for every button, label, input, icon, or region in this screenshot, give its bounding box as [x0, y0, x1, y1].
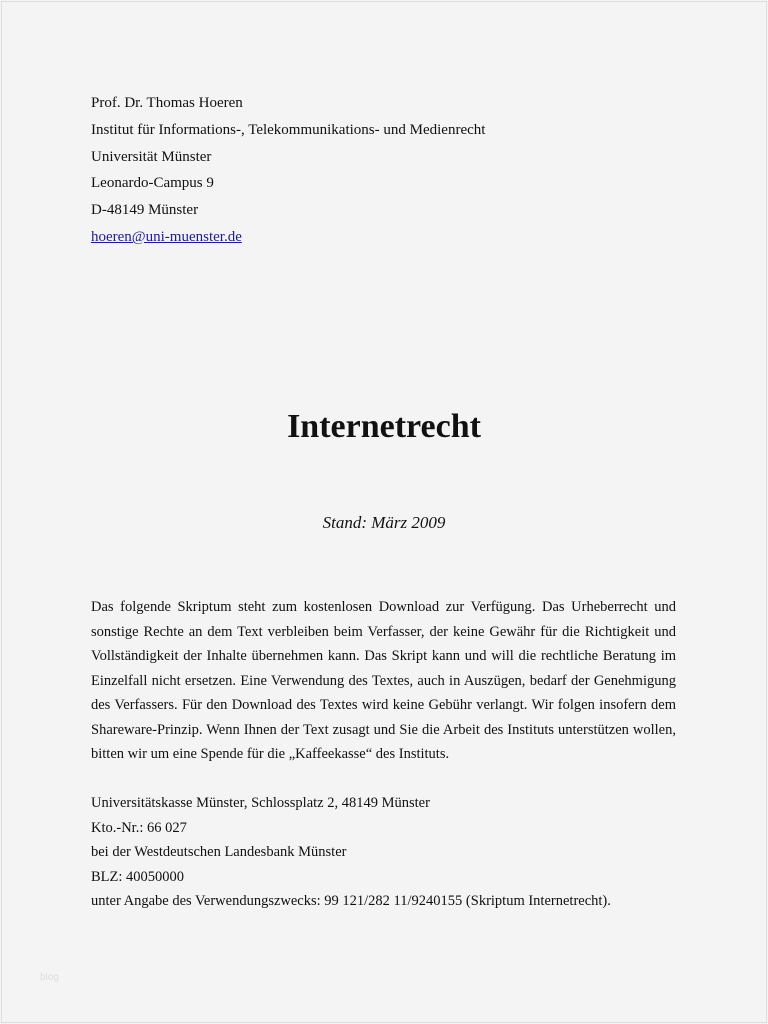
- institute: Institut für Informations-, Telekommunikations- und Medienrecht: [91, 121, 486, 138]
- bank-details: [91, 791, 611, 914]
- bank-line: Universitätskasse Münster, Schlossplatz 2, 48149 Münster: [91, 795, 430, 811]
- email-link[interactable]: hoeren@uni-muenster.de: [91, 228, 242, 245]
- paragraph-line: des Verfassers. Für den Download des Textes wird keine Gebühr verlangt. Wir folgen insofern dem: [91, 697, 676, 713]
- document-title: Internetrecht: [287, 408, 481, 445]
- bank-line: unter Angabe des Verwendungszwecks: 99 121/282 11/9240155 (Skriptum Internetrecht).: [91, 893, 611, 909]
- intro-paragraph: [91, 595, 676, 767]
- bank-line: bei der Westdeutschen Landesbank Münster: [91, 844, 347, 860]
- document-date: Stand: März 2009: [322, 513, 446, 532]
- paragraph-line: Einzelfall nicht ersetzen. Eine Verwendung des Textes, auch in Auszügen, bedarf der Genehmigung: [91, 672, 676, 689]
- author-name: Prof. Dr. Thomas Hoeren: [91, 95, 243, 111]
- university: Universität Münster: [91, 148, 212, 165]
- watermark: blog: [40, 972, 59, 983]
- bank-line: Kto.-Nr.: 66 027: [91, 819, 187, 836]
- bank-line: BLZ: 40050000: [91, 868, 185, 885]
- paragraph-line: Shareware-Prinzip. Wenn Ihnen der Text zusagt und Sie die Arbeit des Instituts unterstützen wollen,: [91, 721, 676, 738]
- street: Leonardo-Campus 9: [91, 175, 214, 192]
- paragraph-line: Das folgende Skriptum steht zum kostenlosen Download zur Verfügung. Das Urheberrecht und: [91, 599, 676, 615]
- city: D-48149 Münster: [91, 202, 199, 219]
- paragraph-line: sonstige Rechte an dem Text verbleiben beim Verfasser, der keine Gewähr für die Richtigkeit und: [91, 623, 676, 640]
- paragraph-line: Vollständigkeit der Inhalte übernehmen kann. Das Skript kann und will die rechtliche Beratung im: [91, 648, 676, 664]
- author-address: [91, 90, 485, 251]
- paragraph-line: bitten wir um eine Spende für die „Kaffeekasse“ des Instituts.: [91, 746, 450, 762]
